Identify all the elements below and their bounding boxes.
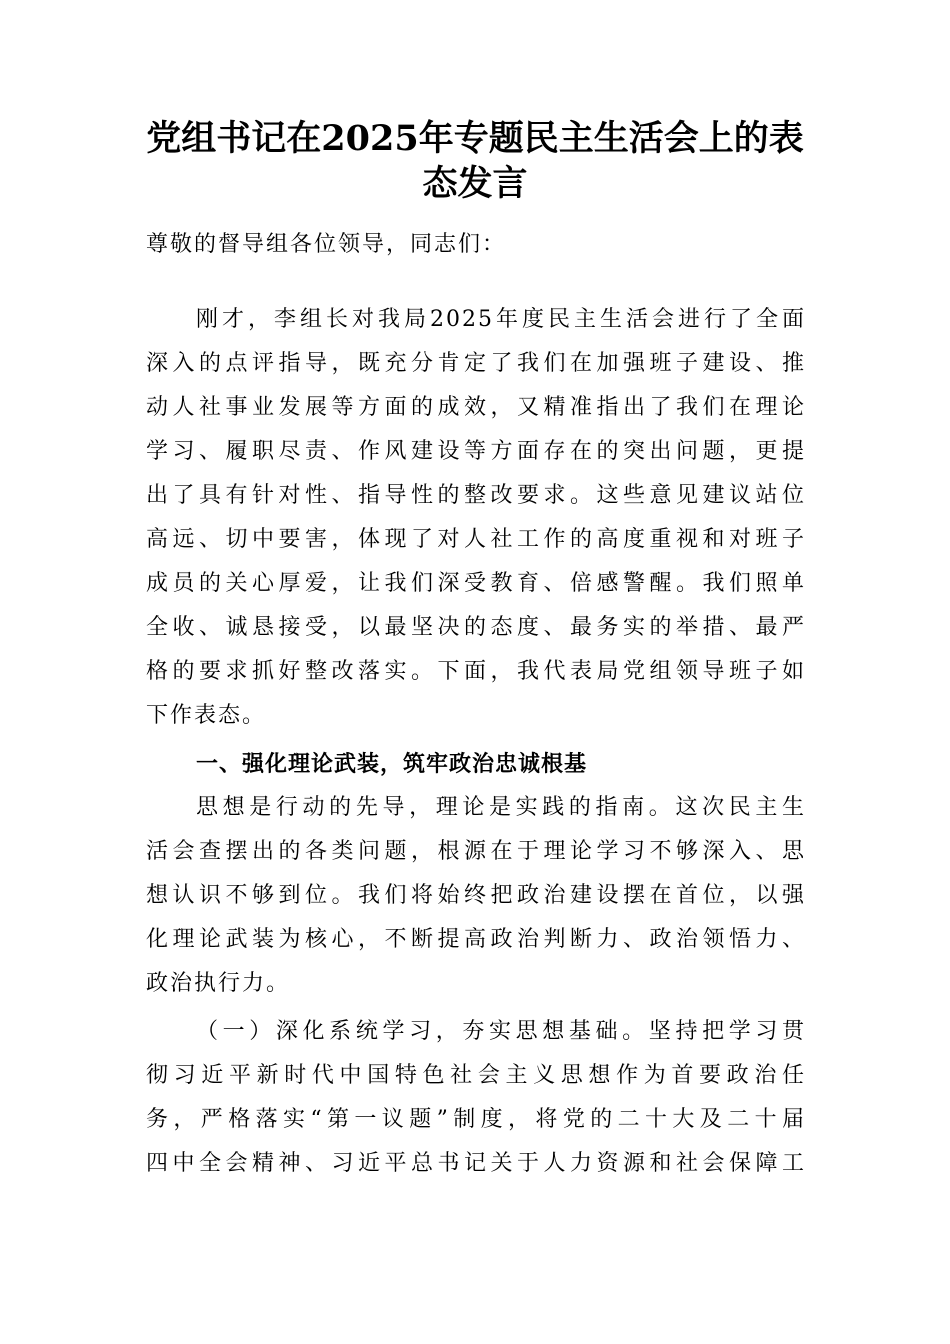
paragraph-2-line: 化理论武装为核心，不断提高政治判断力、政治领悟力、 [146, 927, 806, 952]
paragraph-1-line: 格的要求抓好整改落实。下面，我代表局党组领导班子如 [146, 659, 806, 684]
paragraph-1-line: 刚才，李组长对我局2025年度民主生活会进行了全面 [196, 307, 806, 332]
paragraph-1-line: 动人社事业发展等方面的成效，又精准指出了我们在理论 [146, 395, 806, 420]
paragraph-1-line: 深入的点评指导，既充分肯定了我们在加强班子建设、推 [146, 351, 806, 376]
paragraph-1-line: 全收、诚恳接受，以最坚决的态度、最务实的举措、最严 [146, 615, 806, 640]
paragraph-1-line: 学习、履职尽责、作风建设等方面存在的突出问题，更提 [146, 439, 806, 464]
paragraph-3-line: （一）深化系统学习，夯实思想基础。坚持把学习贯 [196, 1019, 806, 1044]
paragraph-1-line: 出了具有针对性、指导性的整改要求。这些意见建议站位 [146, 483, 806, 508]
paragraph-2-line: 政治执行力。 [146, 971, 291, 996]
paragraph-2-line: 思想是行动的先导，理论是实践的指南。这次民主生 [196, 795, 806, 820]
document-title-line-2: 态发言 [422, 163, 528, 204]
section-heading-1: 一、强化理论武装，筑牢政治忠诚根基 [196, 752, 588, 777]
paragraph-1-line: 下作表态。 [146, 703, 267, 728]
paragraph-2-line: 活会查摆出的各类问题，根源在于理论学习不够深入、思 [146, 839, 806, 864]
paragraph-1-line: 高远、切中要害，体现了对人社工作的高度重视和对班子 [146, 527, 806, 552]
paragraph-2-line: 想认识不够到位。我们将始终把政治建设摆在首位，以强 [146, 883, 806, 908]
document-title-line-1: 党组书记在2025年专题民主生活会上的表 [146, 118, 804, 159]
salutation: 尊敬的督导组各位领导，同志们： [146, 232, 507, 257]
paragraph-3-line: 彻习近平新时代中国特色社会主义思想作为首要政治任 [146, 1063, 806, 1088]
paragraph-1-line: 成员的关心厚爱，让我们深受教育、倍感警醒。我们照单 [146, 571, 806, 596]
paragraph-3-line: 四中全会精神、习近平总书记关于人力资源和社会保障工 [146, 1151, 806, 1176]
paragraph-3-line: 务，严格落实“第一议题”制度，将党的二十大及二十届 [146, 1107, 806, 1132]
